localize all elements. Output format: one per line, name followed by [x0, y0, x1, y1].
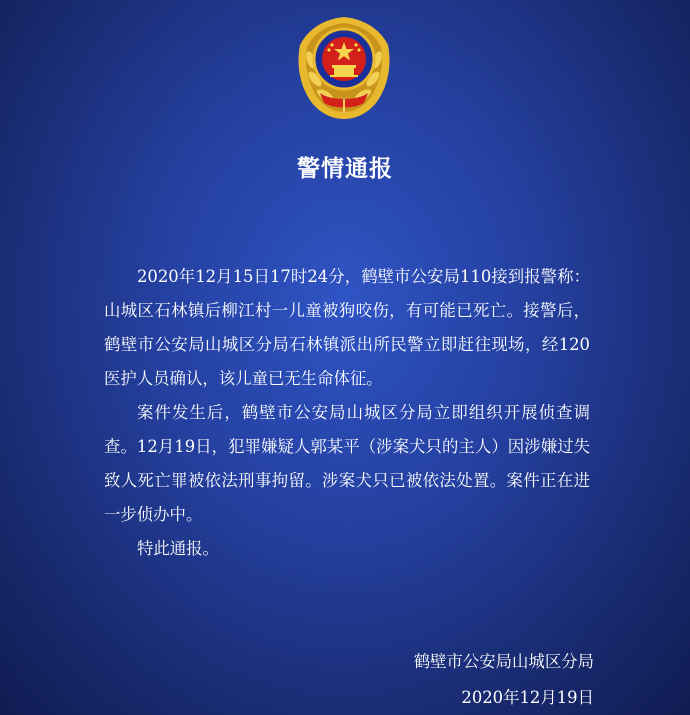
notice-paragraph: 特此通报。: [137, 539, 219, 558]
notice-paragraph: 2020年12月15日17时24分，鹤壁市公安局110接到报警称：山城区石林镇后柳江村一儿童被狗咬伤，有可能已死亡。接警后，鹤壁市公安局山城区分局石林镇派出所民警立即赶往现场，经120医护人员确认，该儿童已无生命体征。: [104, 267, 590, 388]
signature-org: 鹤壁市公安局山城区分局: [413, 652, 594, 671]
police-emblem-icon: [294, 15, 394, 121]
signature-date: 2020年12月19日: [461, 688, 594, 707]
notice-paragraph: 案件发生后，鹤壁市公安局山城区分局立即组织开展侦查调查。12月19日，犯罪嫌疑人郭某平（涉案犬只的主人）因涉嫌过失致人死亡罪被依法刑事拘留。涉案犬只已被依法处置。案件正在进一步侦办中。: [104, 403, 590, 524]
notice-title: 警情通报: [297, 156, 393, 182]
notice-body: [104, 260, 590, 566]
